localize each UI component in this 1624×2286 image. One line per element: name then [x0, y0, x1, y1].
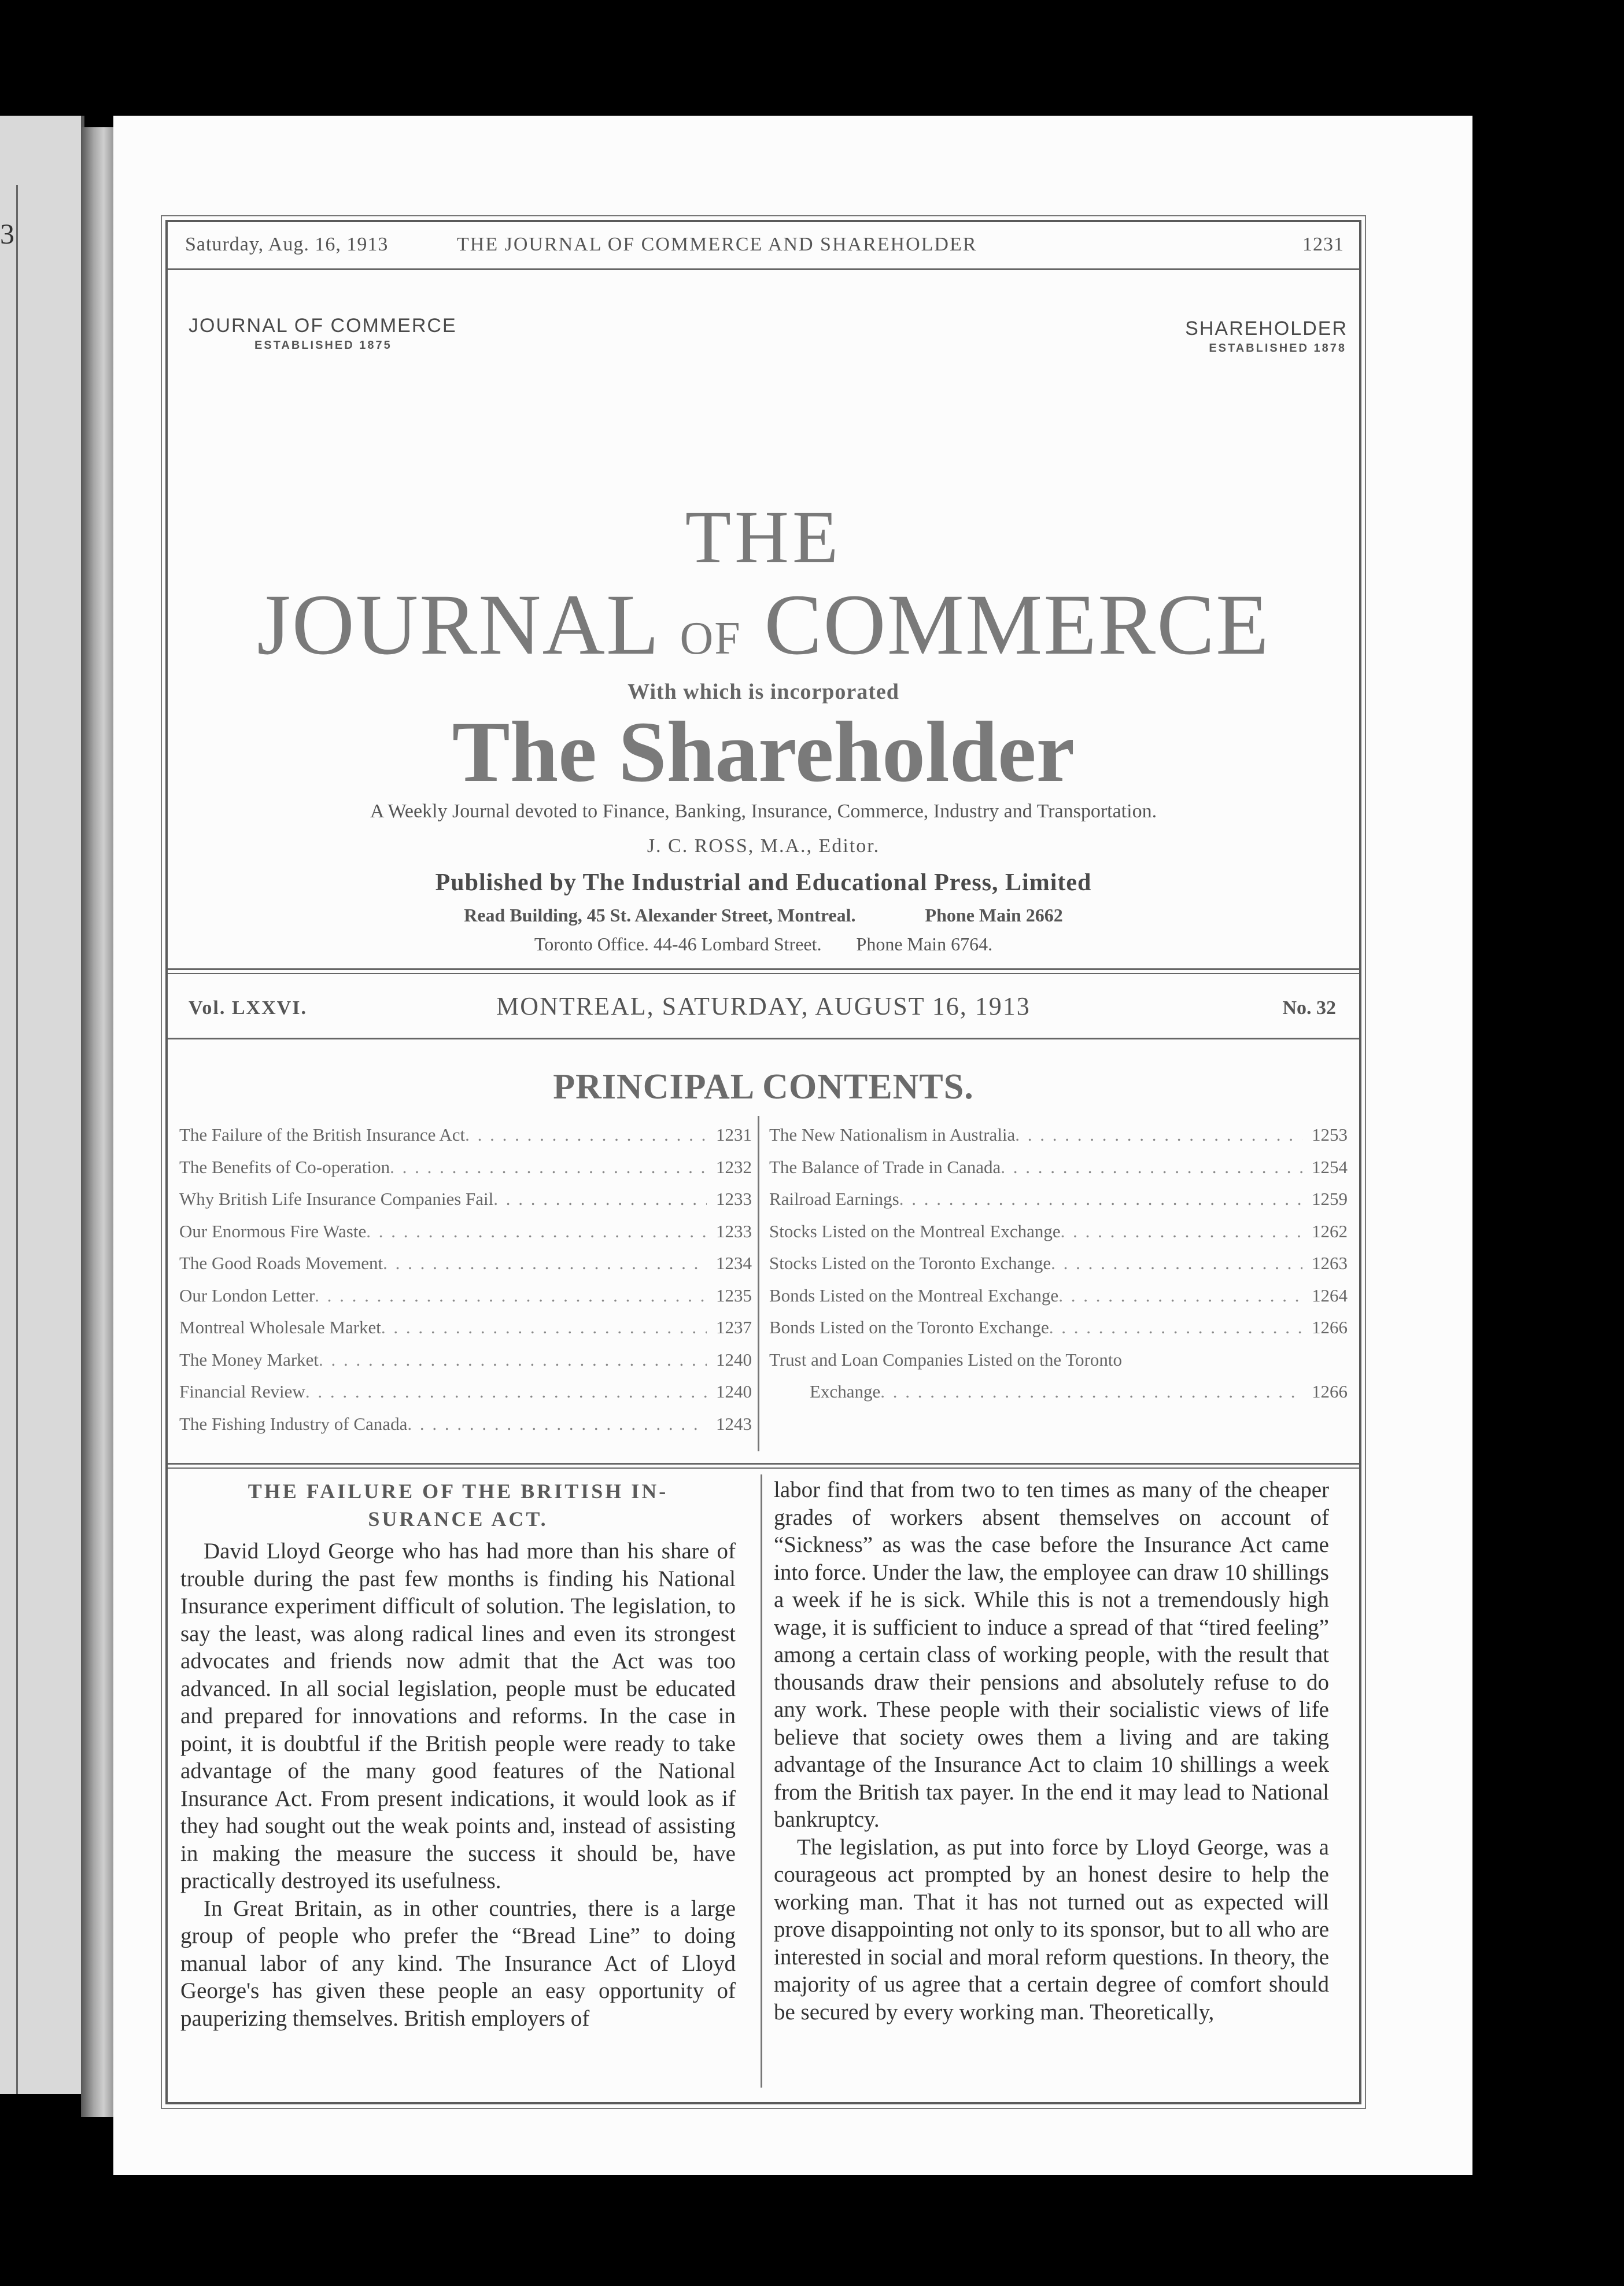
contents-right-entry [769, 1317, 1348, 1350]
masthead-of: OF [680, 613, 741, 664]
issue-rule [168, 1038, 1359, 1039]
contents-entry-leader [305, 1381, 707, 1402]
facing-page-fragment: 3 [0, 217, 14, 250]
masthead-commerce: COMMERCE [764, 577, 1270, 673]
editor-line: J. C. ROSS, M.A., Editor. [647, 835, 880, 857]
contents-entry-title: The Good Roads Movement [179, 1253, 383, 1273]
contents-entry-page: 1234 [716, 1253, 752, 1273]
incorporated-line: With which is incorporated [628, 680, 899, 704]
masthead-rule-top [168, 968, 1359, 970]
contents-entry-leader [1051, 1253, 1302, 1274]
contents-entry-title: The Failure of the British Insurance Act [179, 1124, 466, 1145]
contents-entry-title: Our Enormous Fire Waste [179, 1221, 367, 1241]
article-left-column [180, 1477, 736, 2032]
contents-right-entry [769, 1381, 1348, 1414]
contents-entry-leader [1049, 1317, 1302, 1338]
contents-left-entry [179, 1221, 752, 1253]
contents-entry-leader [465, 1124, 707, 1145]
facing-page-edge [0, 116, 84, 2094]
contents-left-entry [179, 1285, 752, 1318]
contents-entry-page: 1259 [1312, 1189, 1348, 1209]
running-head-title: THE JOURNAL OF COMMERCE AND SHAREHOLDER [457, 234, 977, 255]
masthead-rule-bottom [168, 973, 1359, 974]
article-paragraph-4: The legislation, as put into force by Lloyd George, was a courageous act prompted by an honest desire to help the working man. That it has not turned out as expected will prove disappointing not only to its sponsor, but to all who are interested in social and moral reform questions. In theory, the majority of us agree that a certain degree of comfort should be secured by every working man. Theoretically, [774, 1834, 1329, 2025]
contents-entry-page: 1266 [1312, 1317, 1348, 1337]
contents-left-entry [179, 1157, 752, 1189]
toronto-office: Toronto Office. 44-46 Lombard Street. [534, 934, 822, 954]
contents-rule-bottom [168, 1468, 1359, 1469]
contents-entry-title: The Money Market [179, 1349, 319, 1370]
contents-divider [758, 1116, 759, 1451]
contents-left-entry [179, 1253, 752, 1285]
contents-entry-title: Our London Letter [179, 1285, 315, 1306]
contents-entry-page: 1231 [716, 1124, 752, 1145]
toronto-line [168, 934, 1359, 955]
contents-entry-title: Montreal Wholesale Market [179, 1317, 381, 1337]
contents-entry-page: 1266 [1312, 1381, 1348, 1402]
contents-entry-page: 1254 [1312, 1156, 1348, 1177]
article-right-column [774, 1476, 1329, 2026]
contents-entry-leader [493, 1189, 707, 1210]
contents-entry-leader [880, 1381, 1302, 1402]
contents-entry-page: 1235 [716, 1285, 752, 1306]
contents-entry-page: 1232 [716, 1156, 752, 1177]
contents-entry-leader [899, 1189, 1302, 1210]
contents-right-entry [769, 1350, 1348, 1382]
facing-page-rule [16, 185, 18, 2094]
tagline: A Weekly Journal devoted to Finance, Banking, Insurance, Commerce, Industry and Transportation. [370, 801, 1157, 822]
contents-entry-title: Trust and Loan Companies Listed on the Toronto [769, 1349, 1123, 1370]
contents-entry-leader [381, 1317, 707, 1338]
contents-entry-leader [315, 1285, 707, 1306]
contents-entry-page: 1253 [1312, 1124, 1348, 1145]
running-head-rule [168, 268, 1359, 270]
contents-entry-title: Railroad Earnings [769, 1189, 899, 1209]
article-paragraph-3: labor find that from two to ten times as many of the cheaper grades of workers absent themselves on account of “Sickness” as was the case before the Insurance Act came into force. Under the law, the employee can draw 10 shillings a week if he is sick. While this is not a tremendously high wage, it is sufficient to induce a spread of that “tired feeling” among a certain class of working people, with the result that thousands draw their pensions and absolutely refuse to do any work. These people with their socialistic views of life believe that society owes them a living and are taking advantage of the Insurance Act to claim 10 shillings a week from the British tax payer. In the end it may lead to National bankruptcy. [774, 1477, 1329, 1832]
contents-entry-title: The Fishing Industry of Canada [179, 1413, 408, 1434]
article-headline-line-2: SURANCE ACT. [368, 1507, 548, 1531]
contents-entry-title: Why British Life Insurance Companies Fail [179, 1189, 494, 1209]
contents-entry-leader [390, 1157, 707, 1178]
volume-number: Vol. LXXVI. [189, 997, 307, 1019]
contents-left-entry [179, 1317, 752, 1350]
contents-entry-leader [407, 1414, 707, 1435]
established-right-year: ESTABLISHED 1878 [1209, 342, 1346, 355]
contents-left-entry [179, 1381, 752, 1414]
publisher-line: Published by The Industrial and Educational Press, Limited [435, 869, 1092, 896]
contents-entry-leader [319, 1350, 707, 1370]
established-left-name: JOURNAL OF COMMERCE [189, 315, 457, 337]
contents-entry-page: 1263 [1312, 1253, 1348, 1273]
contents-entry-title: Stocks Listed on the Toronto Exchange [769, 1253, 1051, 1273]
established-left-year: ESTABLISHED 1875 [254, 339, 392, 352]
page-frame [165, 220, 1361, 2104]
contents-entry-page: 1243 [716, 1413, 752, 1434]
masthead-the: THE [685, 496, 842, 579]
article-paragraph-1: David Lloyd George who has had more than his share of trouble during the past few months is finding his National Insurance experiment difficult of solution. The legislation, to say the least, was along radical lines and even its strongest advocates and friends now admit that the Act was too advanced. In all social legislation, people must be educated and prepared for innovations and reforms. In the case in point, it is doubtful if the British people were ready to take advantage of the many good features of the National Insurance Act. From present indications, it would look as if they had sought out the weak points and, instead of assisting in making the measure the success it should be, have practically destroyed its usefulness. [180, 1539, 736, 1893]
contents-right-column [769, 1124, 1348, 1414]
contents-entry-page: 1262 [1312, 1221, 1348, 1241]
contents-right-entry [769, 1124, 1348, 1157]
toronto-phone: Phone Main 6764. [856, 934, 993, 954]
shareholder-title: The Shareholder [452, 704, 1075, 800]
contents-right-entry [769, 1189, 1348, 1221]
contents-title: PRINCIPAL CONTENTS. [553, 1067, 974, 1107]
contents-rule-top [168, 1463, 1359, 1465]
contents-entry-page: 1233 [716, 1189, 752, 1209]
contents-entry-leader [366, 1221, 707, 1242]
issue-dateline: MONTREAL, SATURDAY, AUGUST 16, 1913 [496, 992, 1031, 1020]
masthead-journal: JOURNAL [257, 577, 658, 673]
article-column-divider [761, 1474, 762, 2088]
book-spine [81, 127, 113, 2117]
journal-page [113, 116, 1472, 2175]
contents-left-entry [179, 1124, 752, 1157]
article-headline [180, 1477, 736, 1533]
contents-entry-page: 1240 [716, 1349, 752, 1370]
contents-entry-title: Exchange [810, 1381, 881, 1402]
contents-entry-leader [1058, 1285, 1302, 1306]
contents-entry-leader [383, 1253, 707, 1274]
contents-right-entry [769, 1221, 1348, 1253]
contents-left-entry [179, 1414, 752, 1446]
running-head-date: Saturday, Aug. 16, 1913 [185, 234, 389, 255]
contents-entry-title: Bonds Listed on the Montreal Exchange [769, 1285, 1059, 1306]
running-head-page-number: 1231 [1302, 234, 1344, 255]
contents-right-entry [769, 1253, 1348, 1285]
contents-entry-page: 1233 [716, 1221, 752, 1241]
issue-number: No. 32 [1282, 997, 1336, 1019]
contents-entry-title: The Balance of Trade in Canada [769, 1156, 1001, 1177]
contents-entry-leader [1015, 1124, 1302, 1145]
article-paragraph-2: In Great Britain, as in other countries, there is a large group of people who prefer the “Bread Line” to doing manual labor of any kind. The Insurance Act of Lloyd George's has given these people an easy opportunity of pauperizing themselves. British employers of [180, 1896, 736, 2031]
contents-entry-title: Stocks Listed on the Montreal Exchange [769, 1221, 1061, 1241]
contents-left-column [179, 1124, 752, 1446]
contents-entry-title: The Benefits of Co-operation [179, 1156, 390, 1177]
contents-left-entry [179, 1189, 752, 1221]
contents-entry-title: Bonds Listed on the Toronto Exchange [769, 1317, 1049, 1337]
montreal-phone: Phone Main 2662 [925, 905, 1063, 926]
established-right-name: SHAREHOLDER [1185, 318, 1348, 340]
contents-right-entry [769, 1157, 1348, 1189]
contents-entry-title: Financial Review [179, 1381, 305, 1402]
montreal-address: Read Building, 45 St. Alexander Street, Montreal. [464, 905, 856, 926]
contents-entry-leader [1001, 1157, 1302, 1178]
contents-entry-page: 1237 [716, 1317, 752, 1337]
contents-left-entry [179, 1350, 752, 1382]
masthead-title [168, 575, 1359, 674]
contents-entry-page: 1264 [1312, 1285, 1348, 1306]
contents-right-entry [769, 1285, 1348, 1318]
contents-entry-leader [1061, 1221, 1302, 1242]
contents-entry-title: The New Nationalism in Australia [769, 1124, 1016, 1145]
address-line [168, 905, 1359, 926]
article-headline-line-1: THE FAILURE OF THE BRITISH IN- [248, 1480, 669, 1503]
contents-entry-page: 1240 [716, 1381, 752, 1402]
